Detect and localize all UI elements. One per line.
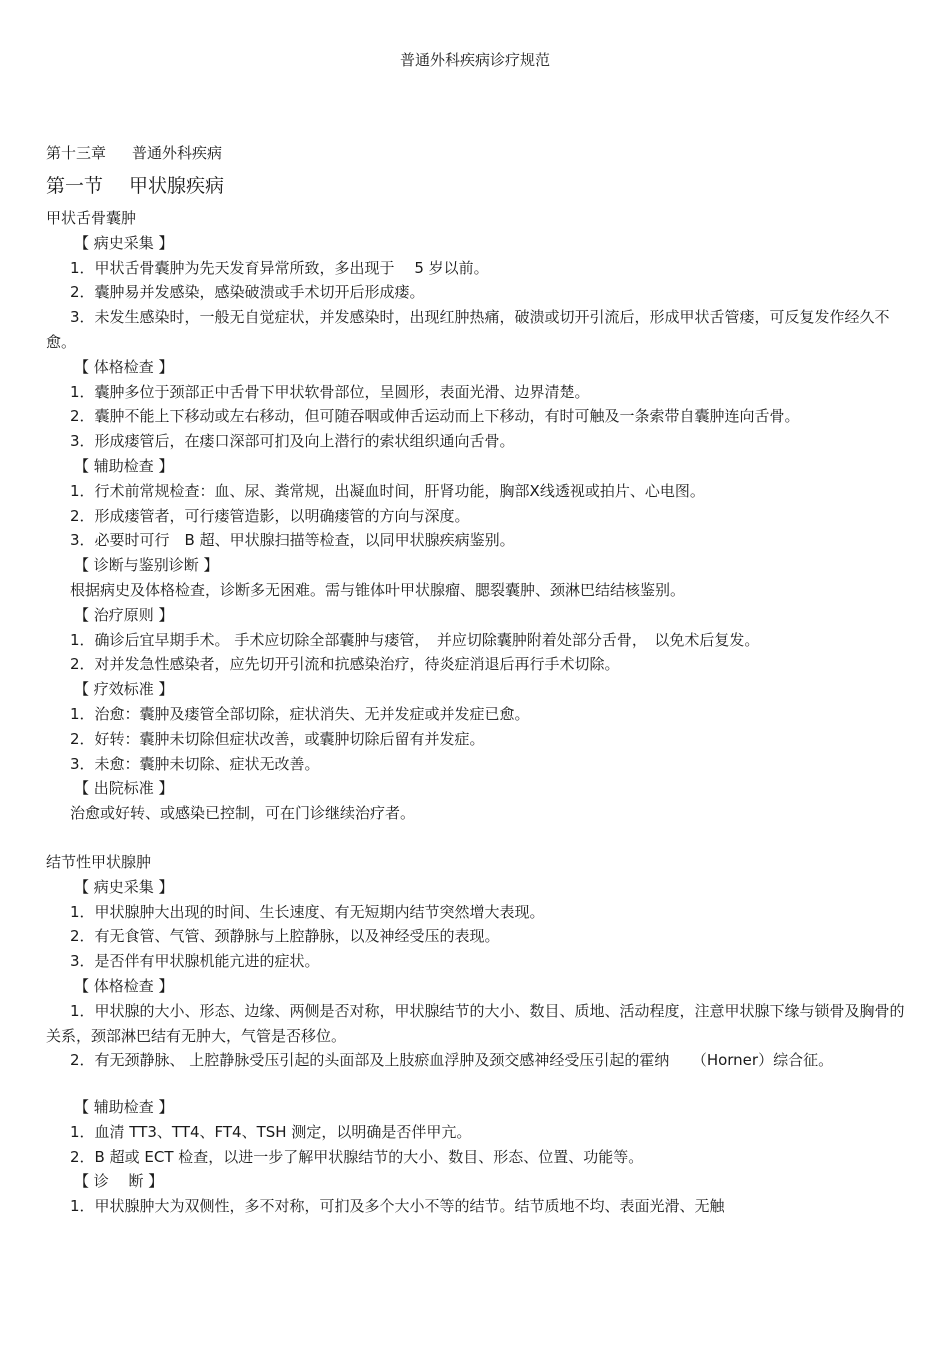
block-diagnosis: [46, 1169, 906, 1219]
block-heading: 【 治疗原则 】: [74, 605, 174, 624]
paragraph: 根据病史及体格检查，诊断多无困难。需与锥体叶甲状腺瘤、腮裂囊肿、颈淋巴结结核鉴别。: [70, 580, 686, 599]
topic-thyroglossal-cyst: [46, 206, 906, 826]
topic-nodular-goiter: [46, 850, 906, 1219]
list-item: 1．甲状腺肿大出现的时间、生长速度、有无短期内结节突然增大表现。: [70, 902, 545, 921]
list-item: 1．囊肿多位于颈部正中舌骨下甲状软骨部位，呈圆形，表面光滑、边界清楚。: [70, 382, 590, 401]
list-item: 2．囊肿不能上下移动或左右移动，但可随吞咽或伸舌运动而上下移动，有时可触及一条索带自囊肿连向舌骨。: [70, 407, 800, 426]
list-item: 2．有无食管、气管、颈静脉与上腔静脉，以及神经受压的表现。: [70, 927, 500, 946]
list-item: 2．B 超或 ECT 检查，以进一步了解甲状腺结节的大小、数目、形态、位置、功能等。: [70, 1147, 644, 1166]
block-heading: 【 诊 断 】: [74, 1172, 164, 1191]
list-item: 3．未愈：囊肿未切除、症状无改善。: [70, 754, 320, 773]
block-heading: 【 病史采集 】: [74, 877, 174, 896]
topic-title: 甲状舌骨囊肿: [46, 209, 137, 227]
block-heading: 【 辅助检查 】: [74, 456, 174, 475]
section-number: 第一节: [46, 175, 104, 197]
list-item: 2．囊肿易并发感染，感染破溃或手术切开后形成瘘。: [70, 283, 425, 302]
chapter-title: 普通外科疾病: [132, 144, 223, 162]
block-physical-exam: [46, 355, 906, 454]
list-item: 1．甲状舌骨囊肿为先天发育异常所致，多出现于 5 岁以前。: [70, 258, 489, 277]
section-title: 甲状腺疾病: [129, 175, 225, 197]
block-heading: 【 疗效标准 】: [74, 680, 174, 699]
chapter-heading: [46, 142, 906, 164]
list-item: 1．甲状腺肿大为双侧性，多不对称，可扪及多个大小不等的结节。结节质地不均、表面光滑、无触: [70, 1197, 725, 1216]
list-item: 1．血清 TT3、TT4、FT4、TSH 测定，以明确是否伴甲亢。: [70, 1122, 472, 1141]
list-item: 3．形成瘘管后，在瘘口深部可扪及向上潜行的索状组织通向舌骨。: [70, 432, 515, 451]
block-physical-exam: [46, 974, 906, 1073]
block-auxiliary-exam: [46, 1095, 906, 1169]
block-heading: 【 出院标准 】: [74, 779, 174, 798]
block-diagnosis: [46, 553, 906, 603]
block-heading: 【 体格检查 】: [74, 976, 174, 995]
block-discharge: [46, 776, 906, 826]
paragraph: 治愈或好转、或感染已控制，可在门诊继续治疗者。: [70, 804, 416, 823]
block-heading: 【 辅助检查 】: [74, 1098, 174, 1117]
list-item: 1．行术前常规检查：血、尿、粪常规，出凝血时间，肝肾功能，胸部X线透视或拍片、心电图。: [70, 481, 705, 500]
chapter-number: 第十三章: [46, 144, 107, 162]
list-item: 2．对并发急性感染者，应先切开引流和抗感染治疗，待炎症消退后再行手术切除。: [70, 655, 620, 674]
list-item: 1．确诊后宜早期手术。 手术应切除全部囊肿与瘘管， 并应切除囊肿附着处部分舌骨， 以免术后复发。: [70, 630, 760, 649]
block-heading: 【 病史采集 】: [74, 233, 174, 252]
list-item: 2．好转：囊肿未切除但症状改善，或囊肿切除后留有并发症。: [70, 729, 485, 748]
block-treatment: [46, 603, 906, 677]
list-item: 2．有无颈静脉、 上腔静脉受压引起的头面部及上肢瘀血浮肿及颈交感神经受压引起的霍纳 （Horner）综合征。: [70, 1051, 834, 1070]
topic-title: 结节性甲状腺肿: [46, 852, 152, 871]
block-heading: 【 体格检查 】: [74, 357, 174, 376]
list-item: 1．甲状腺的大小、形态、边缘、两侧是否对称，甲状腺结节的大小、数目、质地、活动程度，注意甲状腺下缘与锁骨及胸骨的关系，颈部淋巴结有无肿大，气管是否移位。: [46, 1001, 905, 1045]
block-history: [46, 875, 906, 974]
block-heading: 【 诊断与鉴别诊断 】: [74, 556, 219, 575]
list-item: 3．是否伴有甲状腺机能亢进的症状。: [70, 952, 320, 971]
section-heading: [46, 172, 906, 200]
block-history: [46, 231, 906, 355]
list-item: 2．形成瘘管者，可行瘘管造影，以明确瘘管的方向与深度。: [70, 506, 470, 525]
block-auxiliary-exam: [46, 454, 906, 553]
list-item: 3．未发生感染时，一般无自觉症状，并发感染时，出现红肿热痛，破溃或切开引流后，形成甲状舌管瘘，可反复发作经久不愈。: [46, 308, 890, 351]
list-item: 1．治愈：囊肿及瘘管全部切除，症状消失、无并发症或并发症已愈。: [70, 704, 530, 723]
block-efficacy: [46, 677, 906, 776]
document-title: 普通外科疾病诊疗规范: [399, 51, 550, 69]
list-item: 3．必要时可行 B 超、甲状腺扫描等检查，以同甲状腺疾病鉴别。: [70, 531, 515, 550]
document-body: [46, 142, 906, 1219]
